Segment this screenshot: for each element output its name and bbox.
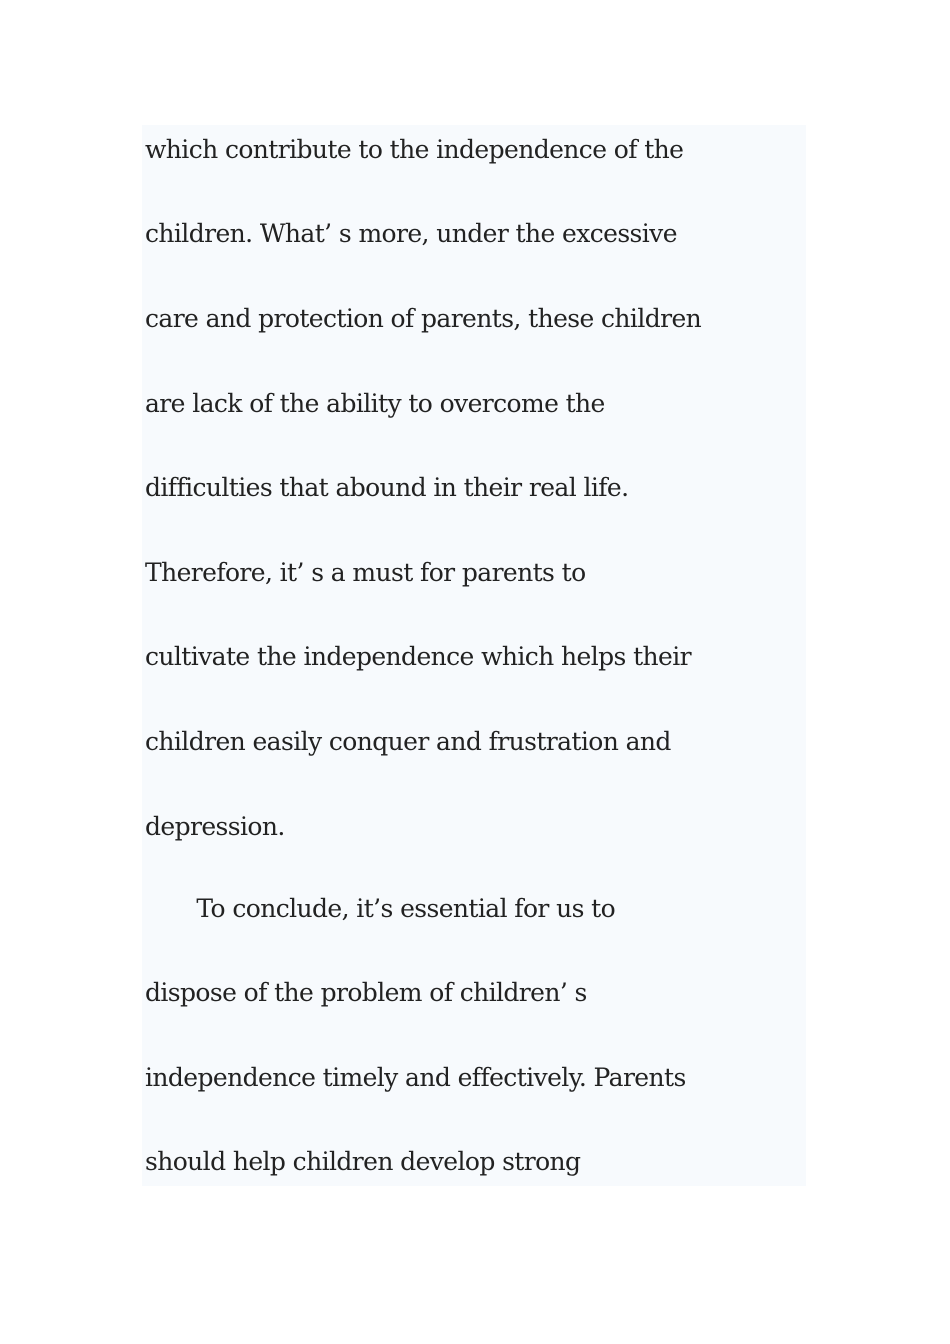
text-line: Therefore, it’ s a must for parents to: [145, 558, 586, 587]
text-line: are lack of the ability to overcome the: [145, 389, 605, 418]
text-line: children. What’ s more, under the excessive: [145, 219, 677, 248]
text-line: independence timely and effectively. Parents: [145, 1063, 686, 1092]
text-line: To conclude, it’s essential for us to: [145, 894, 616, 923]
text-line: dispose of the problem of children’ s: [145, 978, 587, 1007]
text-line: difficulties that abound in their real life.: [145, 473, 629, 502]
highlighted-text-block: [142, 125, 806, 1186]
text-line: children easily conquer and frustration and: [145, 727, 671, 756]
text-line: cultivate the independence which helps their: [145, 642, 691, 671]
text-line: which contribute to the independence of the: [145, 135, 684, 164]
text-line: should help children develop strong: [145, 1147, 581, 1176]
text-line: depression.: [145, 812, 285, 841]
text-line: care and protection of parents, these children: [145, 304, 702, 333]
